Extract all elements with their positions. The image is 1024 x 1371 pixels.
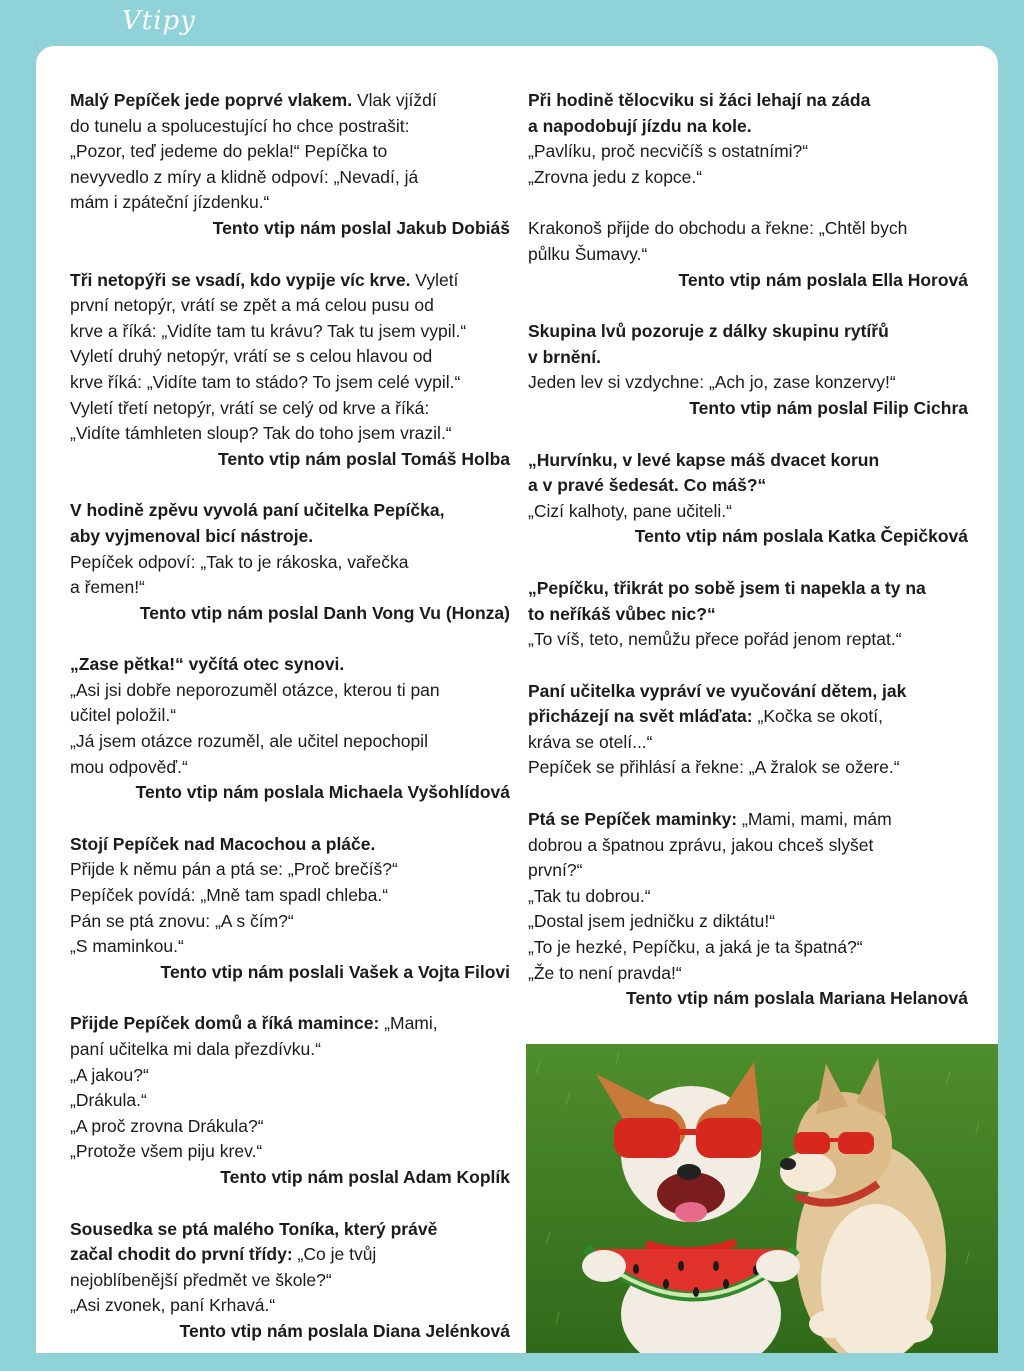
joke-text: půlku Šumavy.“ <box>528 243 648 264</box>
joke-text-bold: Tři netopýři se vsadí, kdo vypije víc krve. <box>70 269 411 290</box>
joke-line <box>528 909 968 935</box>
joke-text: „Protože všem piju krev.“ <box>70 1141 263 1162</box>
joke-line <box>528 139 968 165</box>
joke <box>70 88 510 242</box>
joke-line <box>70 268 510 294</box>
joke-line <box>70 883 510 909</box>
joke-line <box>70 934 510 960</box>
joke <box>528 88 968 190</box>
joke-line <box>70 1114 510 1140</box>
joke <box>70 1217 510 1345</box>
joke-line <box>70 165 510 191</box>
joke-author: Tento vtip nám poslala Katka Čepičková <box>634 526 968 547</box>
joke-line <box>70 293 510 319</box>
joke-line <box>70 421 510 447</box>
joke-line <box>528 730 968 756</box>
joke-line <box>70 1011 510 1037</box>
joke-text: „A jakou?“ <box>70 1064 149 1085</box>
joke-line <box>528 370 968 396</box>
joke <box>528 319 968 421</box>
joke <box>70 498 510 626</box>
joke-line <box>70 703 510 729</box>
joke-text: „Asi zvonek, paní Krhavá.“ <box>70 1295 276 1316</box>
jokes-column-left <box>70 88 510 1371</box>
joke-line <box>70 1139 510 1165</box>
joke <box>70 652 510 806</box>
joke-text: „To víš, teto, nemůžu přece pořád jenom reptat.“ <box>528 629 902 650</box>
joke-text-bold: V hodině zpěvu vyvolá paní učitelka Pepíčka, <box>70 500 445 521</box>
joke-line <box>528 216 968 242</box>
joke-line <box>528 319 968 345</box>
joke-text: „Já jsem otázce rozuměl, ale učitel nepochopil <box>70 731 428 752</box>
joke-text: Vyletí třetí netopýr, vrátí se celý od krve a říká: <box>70 397 430 418</box>
joke-line <box>70 755 510 781</box>
joke-text-bold: a v pravé šedesát. Co máš?“ <box>528 475 767 496</box>
joke-text: „Dostal jsem jedničku z diktátu!“ <box>528 911 776 932</box>
joke-text: krve a říká: „Vidíte tam tu krávu? Tak tu jsem vypil.“ <box>70 320 467 341</box>
joke-text-bold: přicházejí na svět mláďata: <box>528 706 753 727</box>
joke-line <box>528 576 968 602</box>
joke-text: mou odpověď.“ <box>70 756 188 777</box>
joke <box>528 576 968 653</box>
joke-author: Tento vtip nám poslala Ella Horová <box>678 269 968 290</box>
joke-line <box>528 935 968 961</box>
joke-line <box>528 679 968 705</box>
joke-line <box>70 396 510 422</box>
joke-line <box>528 961 968 987</box>
joke-text: Pán se ptá znovu: „A s čím?“ <box>70 910 294 931</box>
joke-line <box>70 1063 510 1089</box>
joke-text: „Pozor, teď jedeme do pekla!“ Pepíčka to <box>70 141 388 162</box>
joke-line <box>70 88 510 114</box>
joke-text-bold: Stojí Pepíček nad Macochou a pláče. <box>70 833 376 854</box>
joke-text: „Že to není pravda!“ <box>528 962 682 983</box>
joke-text-bold: Přijde Pepíček domů a říká mamince: <box>70 1013 380 1034</box>
joke-text: nejoblíbenější předmět ve škole?“ <box>70 1269 332 1290</box>
joke-text: „To je hezké, Pepíčku, a jaká je ta špatná?“ <box>528 937 863 958</box>
joke-text: Pepíček odpoví: „Tak to je rákoska, vařečka <box>70 551 409 572</box>
joke-line <box>528 755 968 781</box>
joke <box>528 807 968 1012</box>
joke-text: Vyletí druhý netopýr, vrátí se s celou hlavou od <box>70 346 433 367</box>
joke-text: Krakonoš přijde do obchodu a řekne: „Chtěl bych <box>528 218 908 239</box>
joke-text-bold: Malý Pepíček jede poprvé vlakem. <box>70 90 353 110</box>
joke-text: paní učitelka mi dala přezdívku.“ <box>70 1039 321 1059</box>
joke-text: Vyletí <box>410 269 459 290</box>
joke-text: „Cizí kalhoty, pane učiteli.“ <box>528 500 732 521</box>
joke-line <box>70 1217 510 1243</box>
joke-author: Tento vtip nám poslala Michaela Vyšohlídová <box>135 782 510 803</box>
dogs-photo <box>526 1044 998 1353</box>
joke-text: učitel položil.“ <box>70 705 177 726</box>
joke <box>528 448 968 550</box>
joke-line <box>528 242 968 268</box>
joke <box>528 216 968 293</box>
joke-text: „Pavlíku, proč necvičíš s ostatními?“ <box>528 141 809 162</box>
joke-line <box>70 1037 510 1063</box>
joke-line <box>528 499 968 525</box>
joke-line <box>70 319 510 345</box>
joke <box>70 1011 510 1190</box>
joke <box>528 679 968 781</box>
joke-line <box>528 602 968 628</box>
joke-text-bold: Skupina lvů pozoruje z dálky skupinu rytířů <box>528 321 889 342</box>
joke-text-bold: to neříkáš vůbec nic?“ <box>528 603 716 624</box>
joke-text: „Mami, mami, mám <box>737 809 892 830</box>
joke-line <box>528 88 968 114</box>
joke-text-bold: Ptá se Pepíček maminky: <box>528 809 738 830</box>
joke-author: Tento vtip nám poslal Jakub Dobiáš <box>212 217 510 238</box>
joke-text-bold: Při hodině tělocviku si žáci lehají na záda <box>528 90 871 110</box>
joke-line <box>70 344 510 370</box>
joke-text: „Mami, <box>379 1013 438 1034</box>
joke-text: Pepíček se přihlásí a řekne: „A žralok se ožere.“ <box>528 757 900 778</box>
joke-author: Tento vtip nám poslala Mariana Helanová <box>626 988 968 1009</box>
joke-text: nevyvedlo z míry a klidně odpoví: „Nevadí, já <box>70 166 419 187</box>
joke-author: Tento vtip nám poslal Adam Koplík <box>220 1166 510 1187</box>
joke-line <box>528 833 968 859</box>
joke-text-bold: „Zase pětka!“ vyčítá otec synovi. <box>70 654 345 675</box>
joke-text: Přijde k němu pán a ptá se: „Proč brečíš?“ <box>70 859 398 880</box>
joke-text: kráva se otelí...“ <box>528 731 653 752</box>
joke-text-bold: v brnění. <box>528 346 601 367</box>
joke-text: krve říká: „Vidíte tam to stádo? To jsem celé vypil.“ <box>70 371 461 392</box>
joke-text-bold: „Hurvínku, v levé kapse máš dvacet korun <box>528 449 880 470</box>
joke-line <box>528 473 968 499</box>
joke-text-bold: Sousedka se ptá malého Toníka, který právě <box>70 1218 438 1239</box>
joke-line <box>70 498 510 524</box>
joke-author: Tento vtip nám poslal Filip Cichra <box>689 397 968 418</box>
joke-text: „Drákula.“ <box>70 1090 147 1111</box>
joke-line <box>70 1268 510 1294</box>
joke-text-bold: „Pepíčku, třikrát po sobě jsem ti napekla a ty na <box>528 577 926 598</box>
joke-text: do tunelu a spolucestující ho chce postrašit: <box>70 115 410 136</box>
jokes-column-right <box>528 88 968 1038</box>
joke-text-bold: a napodobují jízdu na kole. <box>528 115 752 136</box>
joke-line <box>70 909 510 935</box>
joke-line <box>70 678 510 704</box>
joke-line <box>70 1293 510 1319</box>
joke-text: „Vidíte támhleten sloup? Tak do toho jsem vrazil.“ <box>70 423 452 444</box>
joke-text: „A proč zrovna Drákula?“ <box>70 1115 264 1136</box>
joke-text: Pepíček povídá: „Mně tam spadl chleba.“ <box>70 885 389 906</box>
joke-line <box>70 1242 510 1268</box>
joke <box>70 832 510 986</box>
joke-line <box>70 139 510 165</box>
joke-line <box>70 729 510 755</box>
joke-author: Tento vtip nám poslali Vašek a Vojta Filovi <box>160 961 510 982</box>
joke-text: „Tak tu dobrou.“ <box>528 885 651 906</box>
section-title: Vtipy <box>122 6 196 36</box>
joke-line <box>70 550 510 576</box>
joke-text: „S maminkou.“ <box>70 936 184 957</box>
joke-text: „Kočka se okotí, <box>752 706 883 727</box>
joke-text: první?“ <box>528 860 583 881</box>
joke-line <box>528 884 968 910</box>
joke-text-bold: Paní učitelka vypráví ve vyučování dětem, jak <box>528 680 907 701</box>
joke-line <box>70 857 510 883</box>
joke-line <box>70 1088 510 1114</box>
joke-text: Jeden lev si vzdychne: „Ach jo, zase konzervy!“ <box>528 372 896 393</box>
joke-text: a řemen!“ <box>70 577 145 598</box>
joke-line <box>70 652 510 678</box>
joke-line <box>70 524 510 550</box>
joke-line <box>528 858 968 884</box>
joke-text: „Co je tvůj <box>292 1244 377 1265</box>
joke-line <box>528 165 968 191</box>
joke-line <box>528 114 968 140</box>
joke-line <box>70 832 510 858</box>
joke-line <box>70 190 510 216</box>
joke-text: dobrou a špatnou zprávu, jakou chceš slyšet <box>528 834 874 855</box>
joke-text: „Asi jsi dobře neporozuměl otázce, kterou ti pan <box>70 679 440 700</box>
joke-author: Tento vtip nám poslal Tomáš Holba <box>217 448 510 469</box>
joke-line <box>528 345 968 371</box>
joke-text-bold: začal chodit do první třídy: <box>70 1244 293 1265</box>
joke-line <box>70 114 510 140</box>
joke-author: Tento vtip nám poslala Diana Jelénková <box>179 1320 510 1341</box>
joke-line <box>70 370 510 396</box>
joke-text-bold: aby vyjmenoval bicí nástroje. <box>70 525 314 546</box>
joke-author: Tento vtip nám poslal Danh Vong Vu (Honza) <box>139 602 510 623</box>
joke-line <box>528 627 968 653</box>
joke-text: „Zrovna jedu z kopce.“ <box>528 166 703 187</box>
joke-line <box>528 448 968 474</box>
joke <box>70 268 510 473</box>
joke-line <box>528 807 968 833</box>
joke-text: první netopýr, vrátí se zpět a má celou pusu od <box>70 295 434 316</box>
joke-line <box>528 704 968 730</box>
joke-text: mám i zpáteční jízdenku.“ <box>70 192 270 213</box>
joke-line <box>70 575 510 601</box>
joke-text: Vlak vjíždí <box>352 90 437 110</box>
